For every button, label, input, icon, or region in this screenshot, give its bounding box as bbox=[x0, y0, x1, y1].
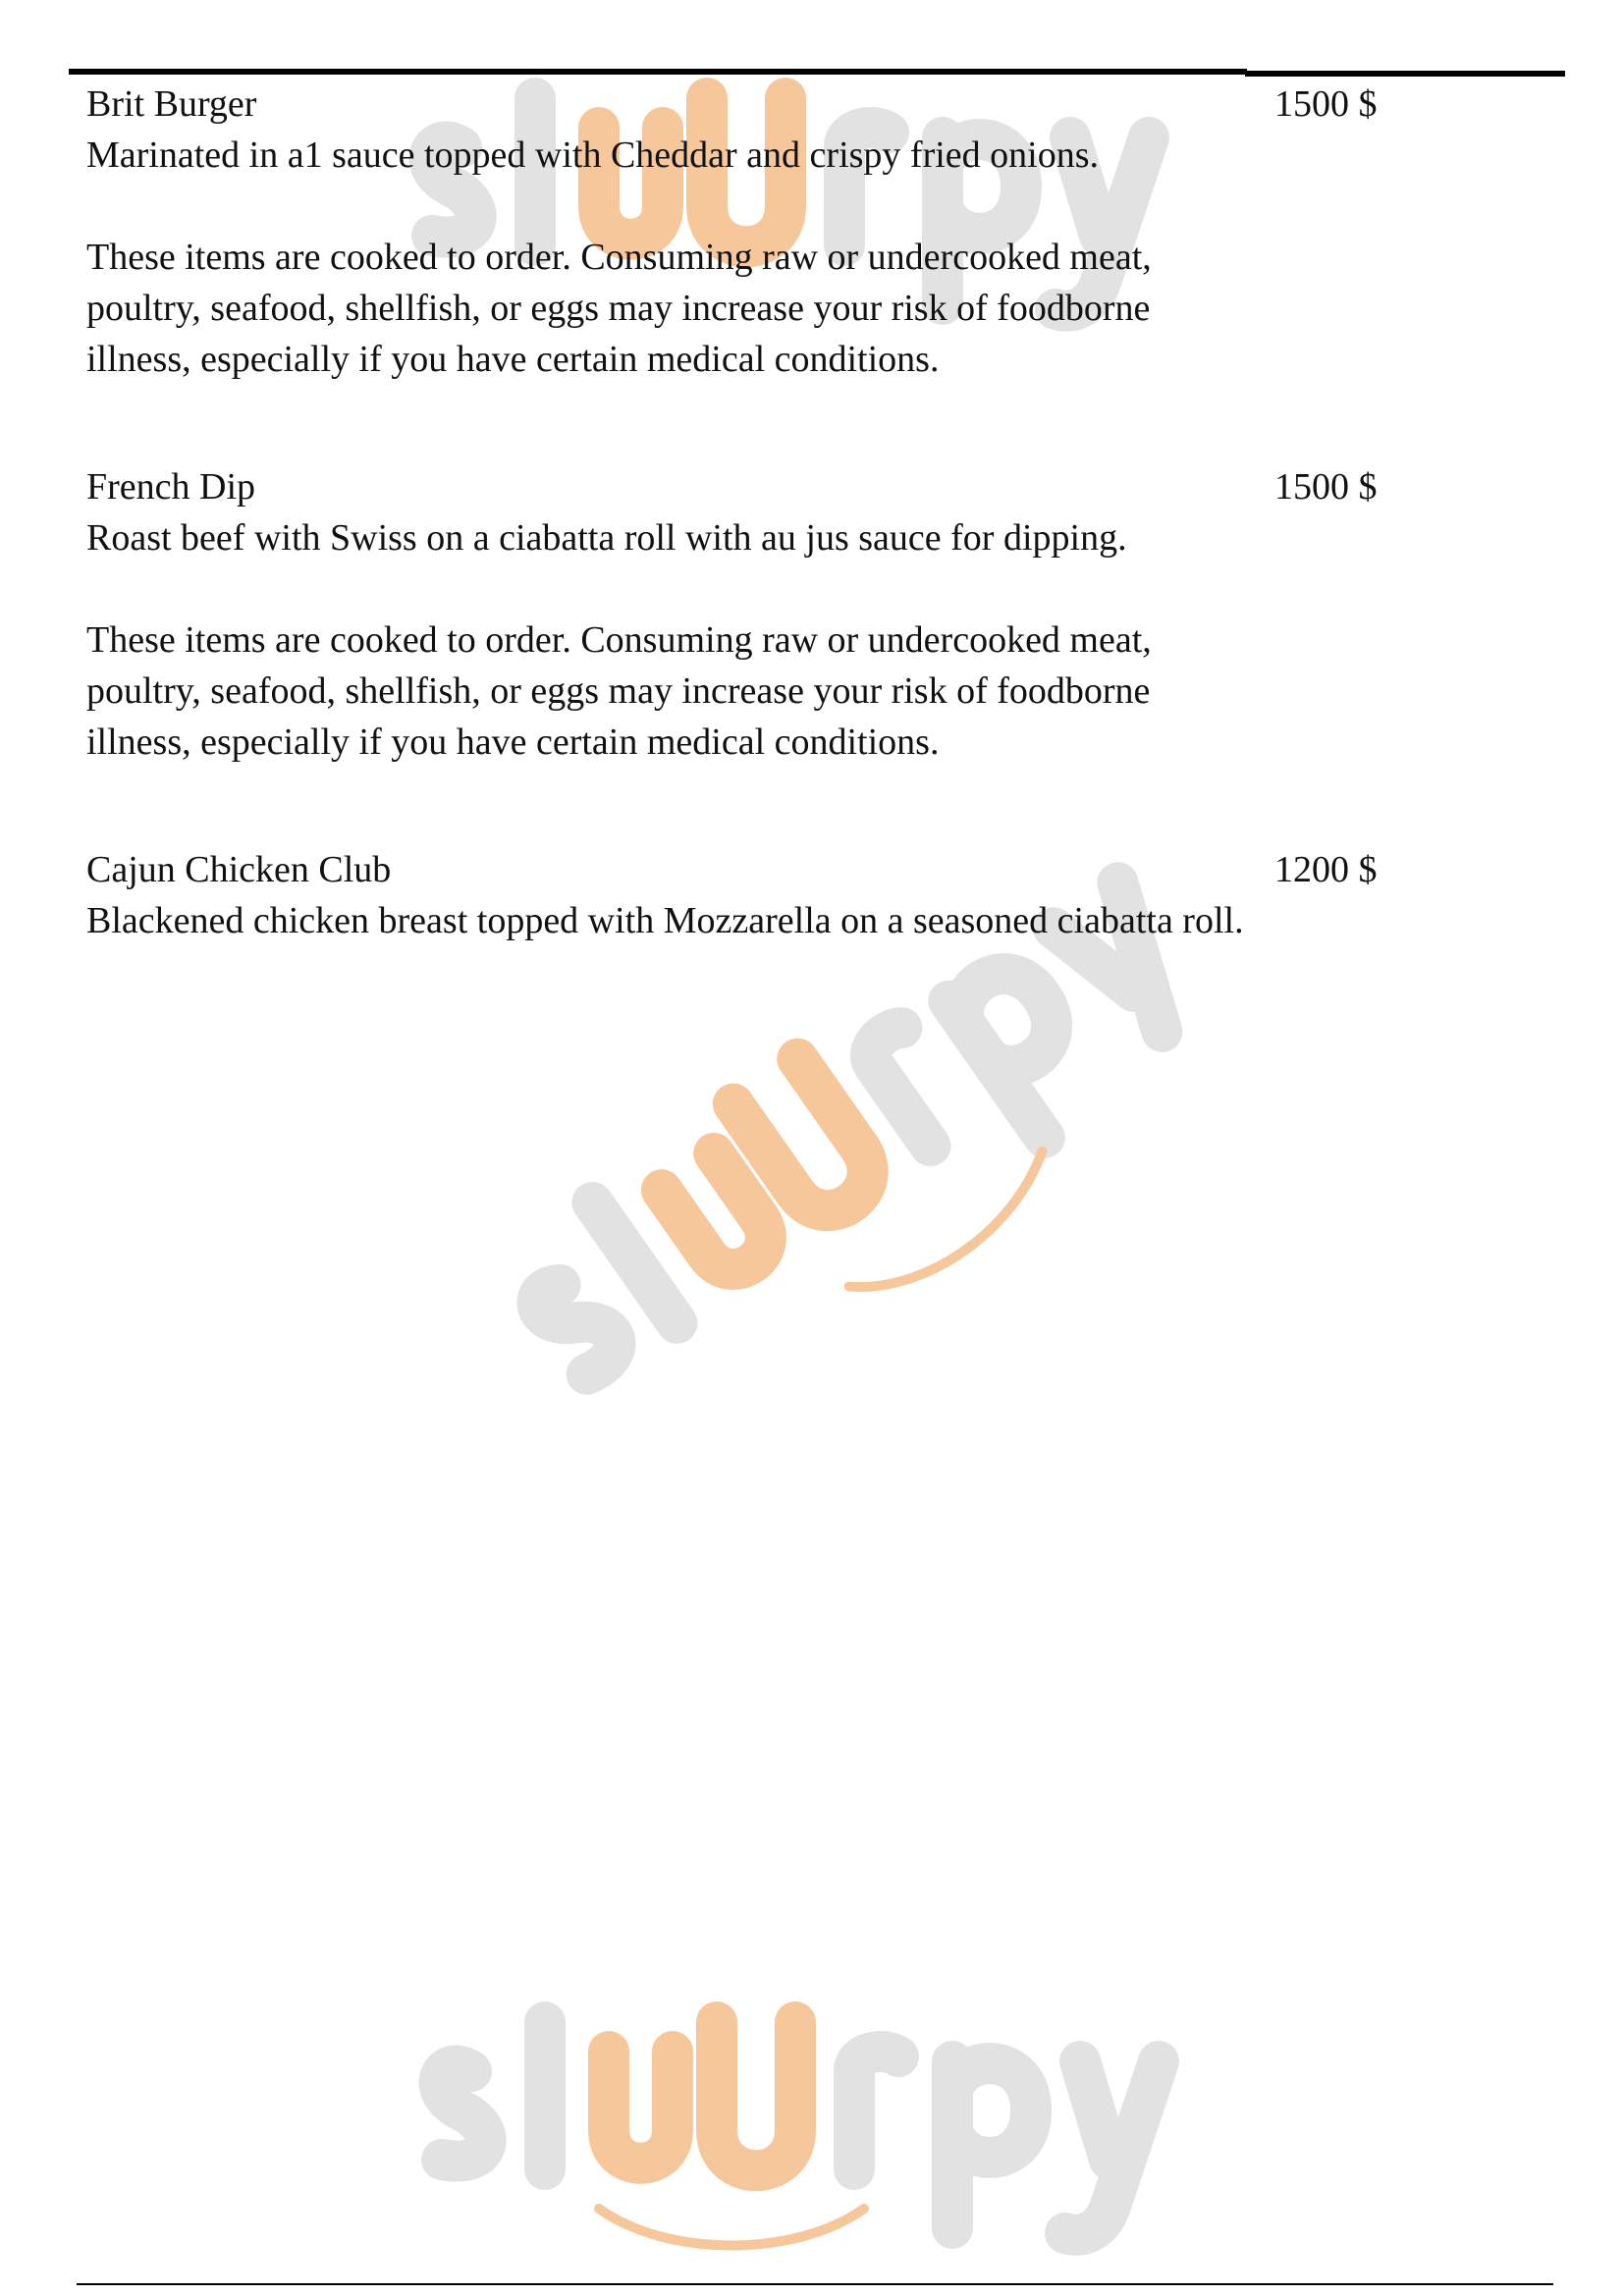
top-rule-right bbox=[1245, 71, 1565, 77]
item-name: Cajun Chicken Club bbox=[86, 849, 392, 890]
item-description: Roast beef with Swiss on a ciabatta roll with au jus sauce for dipping. bbox=[86, 517, 1127, 559]
item-description: Marinated in a1 sauce topped with Cheddar and crispy fried onions. bbox=[86, 134, 1099, 176]
item-name: Brit Burger bbox=[86, 83, 257, 125]
item-price: 1500 $ bbox=[1274, 466, 1378, 507]
item-note: These items are cooked to order. Consuming raw or undercooked meat, poultry, seafood, shellfish, or eggs may increase your risk of foodborne illness, especially if you have certain medical conditions. bbox=[86, 237, 1152, 380]
item-note: These items are cooked to order. Consuming raw or undercooked meat, poultry, seafood, shellfish, or eggs may increase your risk of foodborne illness, especially if you have certain medical conditions. bbox=[86, 619, 1152, 763]
item-price: 1200 $ bbox=[1274, 849, 1378, 890]
slurpy-watermark-bottom bbox=[403, 1963, 1247, 2287]
menu-item bbox=[86, 461, 1559, 768]
item-description: Blackened chicken breast topped with Mozzarella on a seasoned ciabatta roll. bbox=[86, 900, 1244, 941]
menu-item bbox=[86, 79, 1559, 385]
menu-list bbox=[86, 79, 1559, 946]
item-name: French Dip bbox=[86, 466, 256, 507]
top-rule bbox=[69, 69, 1247, 75]
item-price: 1500 $ bbox=[1274, 83, 1378, 125]
menu-item bbox=[86, 844, 1559, 946]
bottom-rule bbox=[77, 2283, 1553, 2285]
